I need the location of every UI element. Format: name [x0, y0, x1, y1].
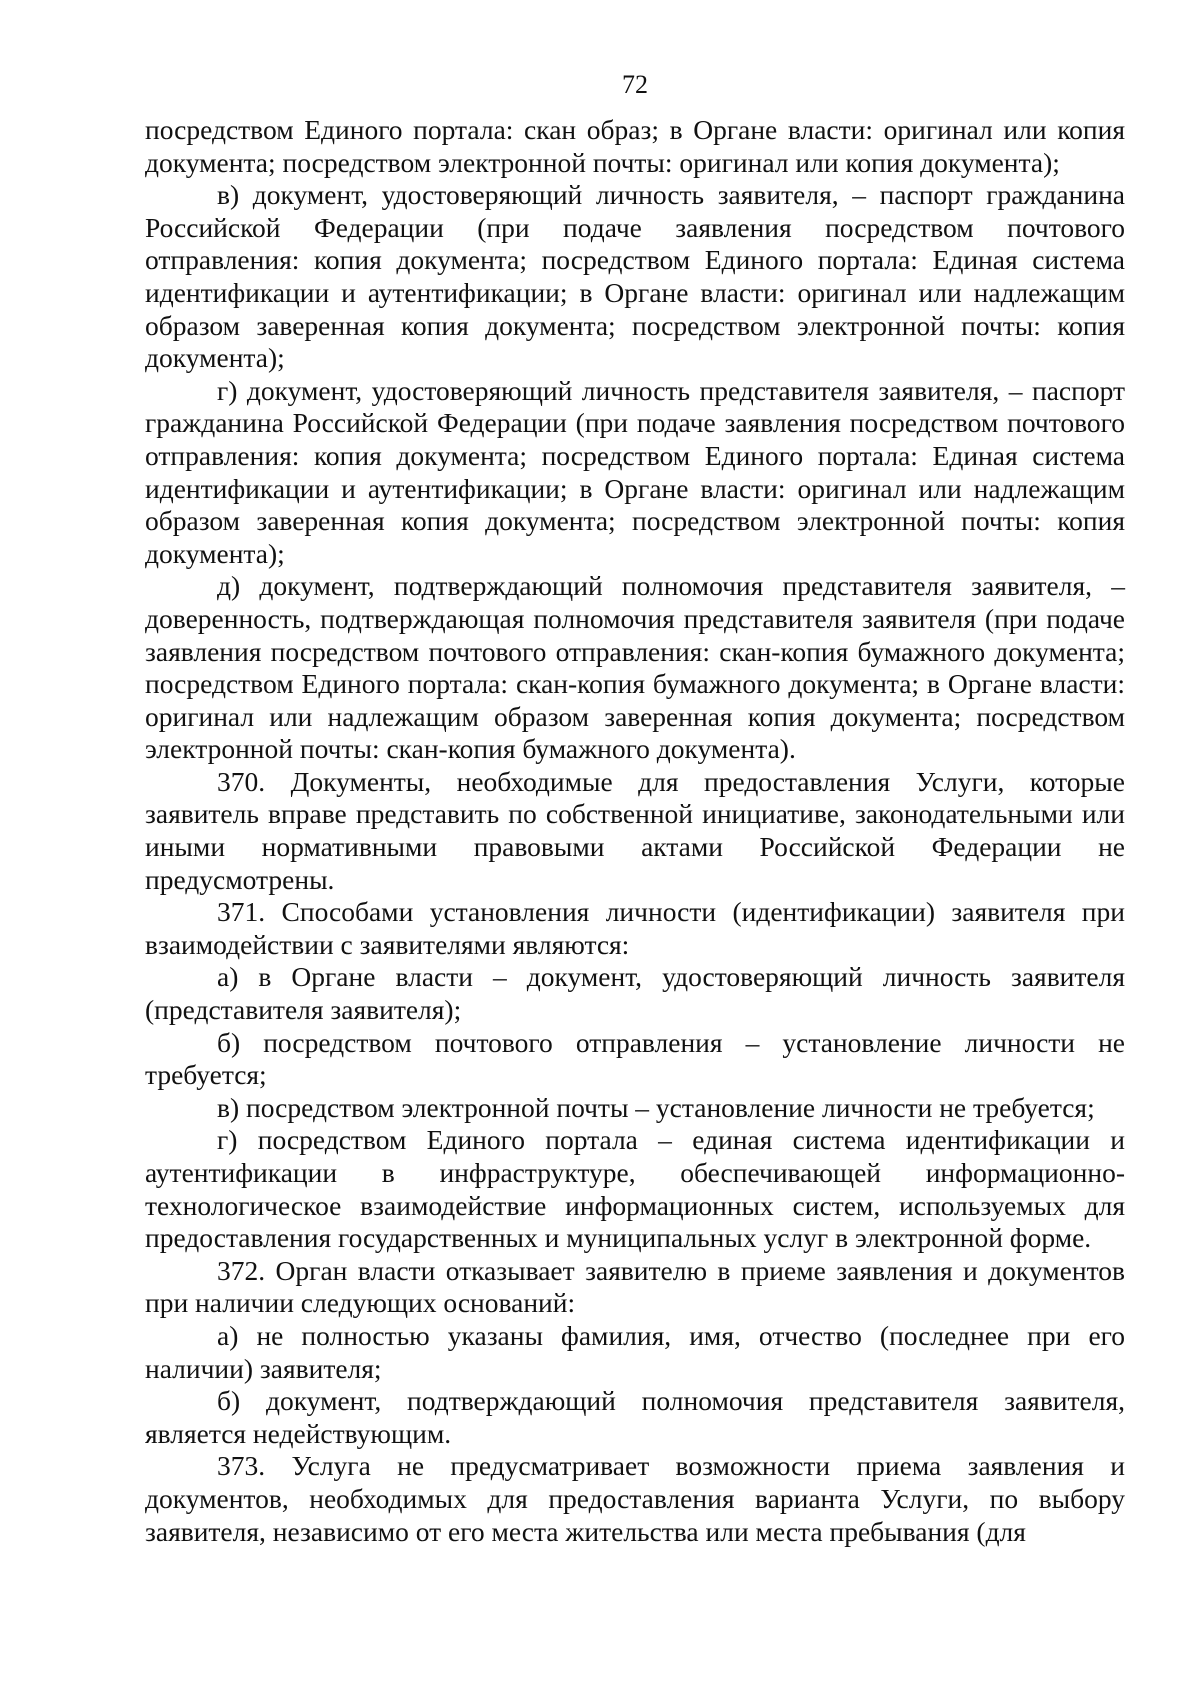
paragraph-371-item-g: г) посредством Единого портала – единая система идентификации и аутентификации в инфраструктуре, обеспечивающей информационно-технологическое взаимодействие информационных систем, используемых для предоставления государственных и муниципальных услуг в электронной форме. — [145, 1124, 1125, 1254]
paragraph-371-item-v: в) посредством электронной почты – установление личности не требуется; — [217, 1091, 1095, 1123]
paragraph-372-item-b: б) документ, подтверждающий полномочия представителя заявителя, является недействующим. — [145, 1385, 1125, 1449]
paragraph-continuation: посредством Единого портала: скан образ; в Органе власти: оригинал или копия документа; посредством электронной почты: оригинал или копия документа); — [145, 114, 1125, 178]
paragraph-item-g-representative-id: г) документ, удостоверяющий личность представителя заявителя, – паспорт гражданина Российской Федерации (при подаче заявления посредством почтового отправления: копия документа; посредством Единого портала: Единая система идентификации и аутентификации; в Органе власти: оригинал или надлежащим образом заверенная копия документа; посредством электронной почты: копия документа); — [145, 374, 1125, 569]
paragraph-370: 370. Документы, необходимые для предоставления Услуги, которые заявитель вправе представить по собственной инициативе, законодательными или иными нормативными правовыми актами Российской Федерации не предусмотрены. — [145, 765, 1125, 895]
paragraph-371-item-a: а) в Органе власти – документ, удостоверяющий личность заявителя (представителя заявителя); — [145, 961, 1125, 1026]
document-page — [145, 70, 1125, 1548]
paragraph-item-v-applicant-id: в) документ, удостоверяющий личность заявителя, – паспорт гражданина Российской Федерации (при подаче заявления посредством почтового отправления: копия документа; посредством Единого портала: Единая система идентификации и аутентификации; в Органе власти: оригинал или надлежащим образом заверенная копия документа; посредством электронной почты: копия документа); — [145, 179, 1125, 374]
paragraph-373: 373. Услуга не предусматривает возможности приема заявления и документов, необходимых для предоставления варианта Услуги, по выбору заявителя, независимо от его места жительства или места пребывания (для — [145, 1450, 1125, 1547]
paragraph-372: 372. Орган власти отказывает заявителю в приеме заявления и документов при наличии следующих оснований: — [145, 1254, 1125, 1319]
paragraph-item-d-power-of-attorney: д) документ, подтверждающий полномочия представителя заявителя, – доверенность, подтверждающая полномочия представителя заявителя (при подаче заявления посредством почтового отправления: скан-копия бумажного документа; посредством Единого портала: скан-копия бумажного документа; в Органе власти: оригинал или надлежащим образом заверенная копия документа; посредством электронной почты: скан-копия бумажного документа). — [145, 570, 1125, 765]
page-number: 72 — [622, 70, 648, 99]
paragraph-371: 371. Способами установления личности (идентификации) заявителя при взаимодействии с заявителями являются: — [145, 896, 1125, 960]
paragraph-371-item-b: б) посредством почтового отправления – установление личности не требуется; — [145, 1026, 1125, 1091]
paragraph-372-item-a: а) не полностью указаны фамилия, имя, отчество (последнее при его наличии) заявителя; — [145, 1319, 1125, 1384]
